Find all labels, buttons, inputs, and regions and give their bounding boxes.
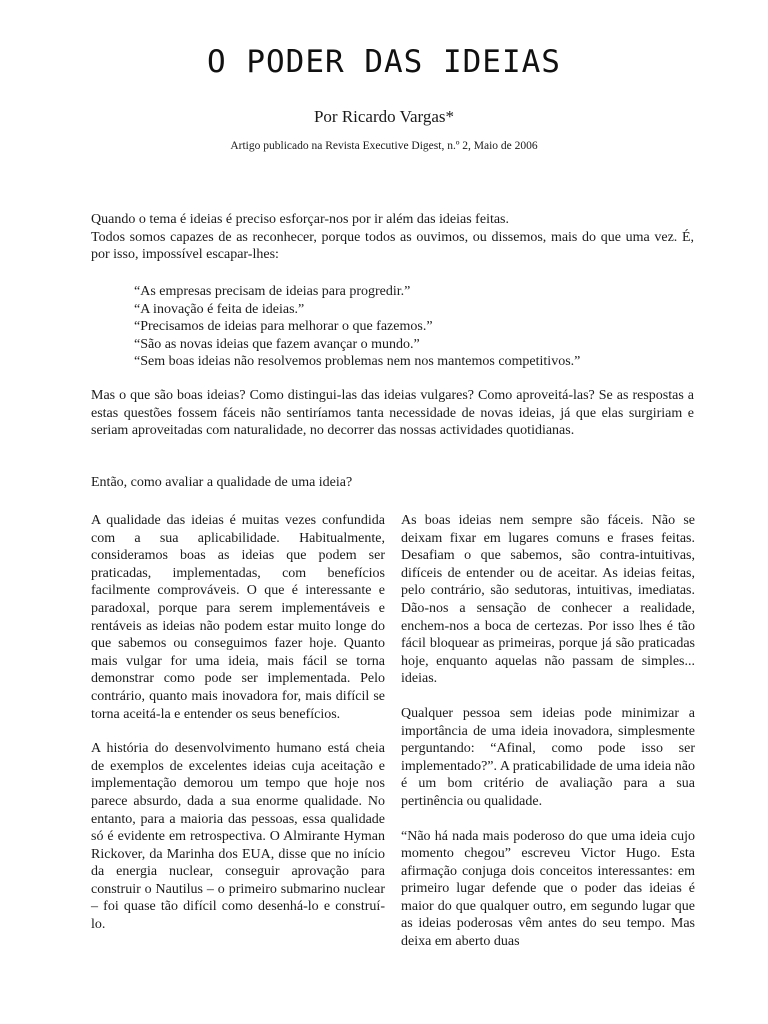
- quote-list: [134, 283, 694, 371]
- intro-line-2: Todos somos capazes de as reconhecer, porque todos as ouvimos, ou dissemos, mais do que uma vez. É, por isso, impossível escapar-lhes:: [91, 229, 694, 263]
- quote-item: “Precisamos de ideias para melhorar o que fazemos.”: [134, 319, 433, 335]
- article-author: Por Ricardo Vargas*: [313, 107, 455, 126]
- quote-item: “Sem boas ideias não resolvemos problemas nem nos mantemos competitivos.”: [134, 354, 581, 370]
- column-paragraph: A qualidade das ideias é muitas vezes confundida com a sua aplicabilidade. Habitualmente, consideramos boas as ideias que podem ser praticadas, implementadas, com benefícios facilmente comprováveis. O que é interessante e paradoxal, porque para serem implementáveis e rentáveis as ideias não podem estar muito longe do que sabemos ou conseguimos fazer hoje. Quanto mais vulgar for uma ideia, mais fácil se torna demonstrar como pode ser implementada. Pelo contrário, quanto mais inovadora for, mais difícil se torna aceitá-la e entender os seus benefícios.: [91, 513, 385, 722]
- quote-item: “As empresas precisam de ideias para progredir.”: [134, 284, 411, 299]
- evaluation-question: Então, como avaliar a qualidade de uma ideia?: [91, 475, 353, 490]
- questions-paragraph: Mas o que são boas ideias? Como distingui-las das ideias vulgares? Como aproveitá-las? Se as respostas a estas questões fossem fáceis não sentiríamos tanta necessidade de novas ideias, já que elas surgiriam e seriam aproveitadas com naturalidade, no decorrer das nossas actividades quotidianas.: [91, 388, 694, 439]
- quote-item: “São as novas ideias que fazem avançar o mundo.”: [134, 336, 420, 352]
- column-paragraph: As boas ideias nem sempre são fáceis. Não se deixam fixar em lugares comuns e frases feitas. Desafiam o que sabemos, são contra-intuitivas, difíceis de entender ou de aceitar. As ideias feitas, pelo contrário, são sedutoras, intuitivas, imediatas. Dão-nos a sensação de conhecer a realidade, enchem-nos a boca de certezas. Por isso lhes é tão fácil bloquear as primeiras, porque já são praticadas hoje, enquanto aquelas não passam de simples... ideias.: [401, 513, 695, 687]
- left-column: [91, 512, 385, 951]
- intro-paragraph: [91, 211, 694, 264]
- column-paragraph: A história do desenvolvimento humano está cheia de exemplos de excelentes ideias cuja aceitação e implementação demorou um tempo que hoje nos parece absurdo, dada a sua enorme qualidade. No entanto, para a maioria das pessoas, essa qualidade só é evidente em retrospectiva. O Almirante Hyman Rickover, da Marinha dos EUA, disse que no início da energia nuclear, conseguir aprovação para construir o Nautilus – o primeiro submarino nuclear – foi quase tão difícil como desenhá-lo e construí-lo.: [91, 741, 385, 933]
- publication-note: Artigo publicado na Revista Executive Digest, n.º 2, Maio de 2006: [230, 140, 538, 152]
- column-paragraph: Qualquer pessoa sem ideias pode minimizar a importância de uma ideia inovadora, simplesmente perguntando: “Afinal, como pode isso ser implementado?”. A praticabilidade de uma ideia não é um bom critério de avaliação para a sua pertinência ou qualidade.: [401, 705, 695, 809]
- intro-line-1: Quando o tema é ideias é preciso esforçar-nos por ir além das ideias feitas.: [91, 212, 510, 227]
- article-title: O PODER DAS IDEIAS: [207, 44, 561, 80]
- column-paragraph: “Não há nada mais poderoso do que uma ideia cujo momento chegou” escreveu Victor Hugo. Esta afirmação conjuga dois conceitos interessantes: em primeiro lugar defende que o poder das ideias é maior do que qualquer outro, em segundo lugar que as ideias poderosas vêm antes do seu tempo. Mas deixa em aberto duas: [401, 828, 695, 950]
- right-column: [401, 512, 695, 968]
- quote-item: “A inovação é feita de ideias.”: [134, 301, 305, 317]
